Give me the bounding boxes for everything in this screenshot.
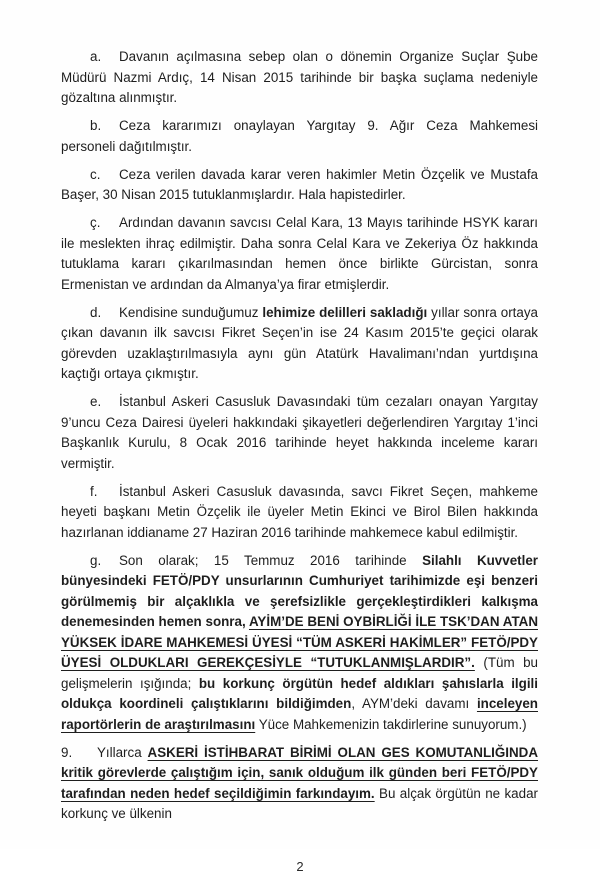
- paragraph-label: c.: [90, 166, 101, 182]
- text-segment: Yüce Mahkemenizin takdirlerine sunuyorum.): [255, 716, 527, 732]
- text-segment: Silahlı Kuvvetler bünyesindeki FETÖ/PDY unsurlarının Cumhuriyet tarihimizde eşi benzeri görülmemiş bir alçaklıkla ve şerefsizlikle gerçekleştirdikleri kalkışma denemesinden hemen sonra,: [61, 552, 538, 629]
- paragraph-label: d.: [90, 304, 102, 320]
- paragraph: [61, 303, 538, 385]
- paragraph-label: a.: [90, 49, 102, 64]
- paragraph-label: f.: [90, 483, 98, 499]
- paragraph: [61, 47, 538, 109]
- paragraph: [61, 482, 538, 544]
- text-segment: Bu alçak örgütün ne kadar korkunç ve ülkenin: [61, 785, 538, 821]
- text-segment: inceleyen raportörlerin de araştırılmasını: [61, 696, 538, 732]
- text-segment: Ceza kararımızı onaylayan Yargıtay 9. Ağır Ceza Mahkemesi personeli dağıtılmıştır.: [61, 118, 538, 154]
- paragraph-label: e.: [90, 394, 102, 409]
- text-segment: bu korkunç örgütün hedef aldıkları şahıslarla ilgili oldukça koordineli çalıştıklarını bildiğimden: [61, 675, 538, 711]
- text-segment: İstanbul Askeri Casusluk Davasındaki tüm cezaları onayan Yargıtay 9’uncu Ceza Dairesi üyeleri hakkındaki şikayetleri değerlendiren Yargıtay 1’inci Başkanlık Kurulu, 8 Ocak 2016 tarihinde heyet hakkında inceleme kararı vermiştir.: [61, 394, 538, 471]
- text-segment: (Tüm bu gelişmelerin ışığında;: [61, 655, 539, 691]
- paragraph: [61, 116, 538, 157]
- text-segment: lehimize delilleri sakladığı: [262, 304, 428, 320]
- paragraph: [61, 165, 538, 206]
- page-number: 2: [296, 858, 304, 874]
- text-segment: Ceza verilen davada karar veren hakimler Metin Özçelik ve Mustafa Başer, 30 Nisan 2015 tutuklanmışlardır. Hala hapistedirler.: [61, 166, 538, 202]
- text-segment: ASKERİ İSTİHBARAT BİRİMİ OLAN GES KOMUTANLIĞINDA kritik görevlerde çalıştığım için, sanık olduğum ilk günden beri FETÖ/PDY tarafından neden hedef seçildiğimin farkındayım.: [61, 744, 539, 801]
- paragraph: [61, 551, 538, 736]
- text-segment: Ardından davanın savcısı Celal Kara, 13 Mayıs tarihinde HSYK kararı ile meslekten ihraç edilmiştir. Daha sonra Celal Kara ve Zekeriya Öz hakkında tutuklama kararı çıkarılmasından hemen önce birlikte Gürcistan, sonra Ermenistan ve ardından da Almanya’ya firar etmişlerdir.: [61, 215, 538, 292]
- text-segment: , AYM’deki davamı: [351, 696, 477, 711]
- text-segment: İstanbul Askeri Casusluk davasında, savcı Fikret Seçen, mahkeme heyeti başkanı Metin Özçelik ile üyeler Metin Ekinci ve Birol Bilen hakkında hazırlanan iddianame 27 Haziran 2016 tarihinde mahkemece kabul edilmiştir.: [61, 483, 538, 540]
- text-segment: Davanın açılmasına sebep olan o dönemin Organize Suçlar Şube Müdürü Nazmi Ardıç, 14 Nisan 2015 tarihinde bir başka suçlama nedeniyle gözaltına alınmıştır.: [61, 49, 538, 105]
- paragraph-label: b.: [90, 118, 102, 133]
- paragraph-label: g.: [90, 552, 102, 568]
- paragraph: [61, 392, 538, 474]
- text-segment: Yıllarca: [97, 744, 148, 760]
- paragraph-label: ç.: [90, 215, 101, 230]
- text-segment: Son olarak; 15 Temmuz 2016 tarihinde: [119, 552, 423, 568]
- paragraph: [61, 213, 538, 295]
- text-segment: Kendisine sunduğumuz: [119, 304, 263, 320]
- paragraph-label: 9.: [61, 744, 73, 760]
- paragraph: [61, 743, 538, 825]
- text-segment: yıllar sonra ortaya çıkan davanın ilk savcısı Fikret Seçen’in ise 24 Kasım 2015’te geçici olarak görevden uzaklaştırılmasıyla aynı gün Atatürk Havalimanı’ndan yurtdışına kaçtığı ortaya çıkmıştır.: [61, 304, 538, 381]
- text-segment: AYİM’DE BENİ OYBİRLİĞİ İLE TSK’DAN ATAN YÜKSEK İDARE MAHKEMESİ ÜYESİ “TÜM ASKERİ HAKİMLER” FETÖ/PDY ÜYESİ OLDUKLARI GEREKÇESİYLE “TUTUKLANMIŞLARDIR”.: [61, 614, 538, 670]
